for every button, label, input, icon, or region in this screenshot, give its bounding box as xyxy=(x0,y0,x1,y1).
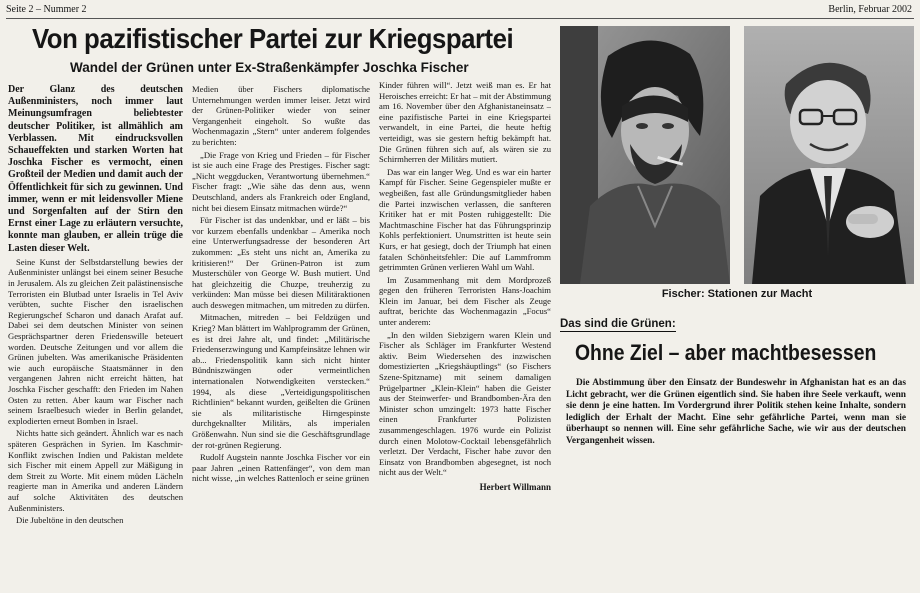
paragraph: Das war ein langer Weg. Und es war ein harter Kampf für Fischer. Seine Gegenspieler mußte er wegbeißen, fast alle Gründungsmitglieder haben die Partei inzwischen verlassen, die sanfteren Kritiker hat er mit Posten ruhiggestellt: Die Machtmaschine Fischer hat das Führungsprinzip Kohls perfektioniert. Unumstritten ist heute sein Kurs, er hat gesiegt, doch der Triumph hat einen fatalen Schönheitsfehler: Die auf Lammfromm getrimmten Grünen verlieren Wahl um Wahl. xyxy=(379,166,551,273)
photo-older-fischer-image xyxy=(744,26,914,284)
paragraph: Medien über Fischers diplomatische Unternehmungen werden immer leiser. Jetzt wird der Grünen-Politiker wieder von seiner Vergangenheit eingeholt. So wußte das Wochenmagazin „Stern“ unter anderem folgendes zu berichten: xyxy=(192,84,370,147)
article-headline: Von pazifistischer Partei zur Kriegspartei xyxy=(32,23,514,54)
paragraph: Nichts hatte sich geändert. Ähnlich war es nach späteren Gesprächen in Syrien. Im Kaschmir-Konflikt zwischen Indien und Pakistan meldete sich Fischer mit einem Appell zur Mäßigung in dem Streit zu Worte. Mit einem müden Lächeln reagierte man in Amerika und anderen Ländern auf solche Aktivitäten des deutschen Außenministers. xyxy=(8,428,183,513)
paragraph: Im Zusammenhang mit dem Mordprozeß gegen den früheren Terroristen Hans-Joachim Klein im Januar, bei dem Fischer als Zeuge auftrat, berichte das Wochenmagazin „Focus“ unter anderem: xyxy=(379,274,551,328)
paragraph: Rudolf Augstein nannte Joschka Fischer vor ein paar Jahren „einen Rattenfänger“, von dem man nicht wisse, „in welches Rattenloch er seine grünen xyxy=(192,452,370,484)
paragraph: Mitmachen, mitreden – bei Feldzügen und Krieg? Man blättert im Wahlprogramm der Grünen, es ist drei Jahre alt, und findet: „Militärische Friedenserzwingung und Kampfeinsätze lehnen wir ab... Friedenspolitik kann sich nicht hinter Bündniszwängen oder vermeintlichen internationalen Notwendigkeiten verstecken.“ 1994, als diese „Verteidigungspolitischen Richtlinien“ bekannt wurden, geißelten die Grünen sie als militaristische Hirngespinste durchgeknallter Militärs, als imperialen Größenwahn. Nun sind sie die Geschäftsgrundlage der rot-grünen Regierung. xyxy=(192,312,370,450)
sidebar-headline: Ohne Ziel – aber machtbesessen xyxy=(575,340,877,365)
paragraph: Die Jubeltöne in den deutschen xyxy=(16,515,124,526)
article-column-3 xyxy=(379,80,551,588)
sidebar-paragraph: Die Abstimmung über den Einsatz der Bundeswehr in Afghanistan hat es an das Licht gebracht, wer die Grünen eigentlich sind. Sie haben ihre Seele verkauft, wenn sie denn je eine hatten. Im Vordergrund ihrer Politik stehen keine Inhalte, sondern lediglich der Erhalt der Macht. Eine sehr gefährliche Partei, wenn man sie überhaupt so nennen will. Eine sehr gefährliche Sache, wie wir aus der deutschen Vergangenheit wissen. xyxy=(566,378,906,446)
sidebar-body xyxy=(566,378,906,448)
article-lead: Der Glanz des deutschen Außenministers, noch immer laut Meinungsumfragen beliebtester deutscher Politiker, ist allmählich am Verblassen. Mit eindrucksvollen Schaueffekten und starken Worten hat Joschka Fischer es vermocht, einen Großteil der Medien und damit auch der Öffentlichkeit für sich zu gewinnen. Und immer, wenn er mit leidensvoller Miene und Sorgenfalten auf der Stirn den Ernst einer Lage zu erläutern versuchte, konnte man glauben, er allein trüge die Lasten dieser Welt. xyxy=(8,84,183,254)
page-number: Seite 2 – Nummer 2 xyxy=(6,4,87,15)
photo-young-fischer xyxy=(560,26,730,284)
paragraph: Für Fischer ist das undenkbar, und er läßt – bis vor kurzem ebenfalls undenkbar – Amerika noch eine Unterwerfungsadresse der besonderen Art zukommen: „Es steht uns nicht an, Amerika zu kritisieren!“ Der Grünen-Patron ist zum Musterschüler von George W. Bush mutiert. Und hat gleichzeitig die Chuzpe, treuherzig zu verkünden: Man müsse bei diesen Militäraktionen auch deswegen mitmachen, um mitreden zu dürfen. xyxy=(192,215,370,310)
page-header xyxy=(6,4,914,19)
paragraph: „Die Frage von Krieg und Frieden – für Fischer ist sie auch eine Frage des Prestiges. Fischer sagt: „Nicht weggducken, Verantwortung übernehmen.“ Fischer fragt: „Wie sähe das denn aus, wenn Deutschland, anders als Frankreich oder England, nicht bei diesem Einsatz mitmachen würde?“ xyxy=(192,149,370,213)
article-subhead: Wandel der Grünen unter Ex-Straßenkämpfer Joschka Fischer xyxy=(70,60,469,75)
paragraph: Kinder führen will“. Jetzt weiß man es. Er hat Heroisches erreicht: Er hat – mit der Abstimmung am 16. November über den Afghanistaneinsatz – eine pazifistische Partei in eine Kriegspartei verwandelt, in eine Partei, die heute heftig verteidigt, was sie gestern heftig bekämpft hat. Die Grünen führen sich auf, als wären sie zu Schirmherren der Militärs mutiert. xyxy=(379,80,551,165)
photo-caption: Fischer: Stationen zur Macht xyxy=(661,288,813,300)
paragraph: Seine Kunst der Selbstdarstellung bewies der Außenminister unlängst bei einem seiner Besuche in Jerusalem. Als zu gleichen Zeit palästinensische Terroristen ein Blutbad unter Israelis in Tel Aviv verübten, suchte Fischer den israelischen Regierungschef Scharon und danach Arafat auf. Dabei sei dem deutschen Minister von seinen Gesprächspartner deren Friedenswille beteuert worden. Deutsche Zeitungen und vor allem die Grünen jubelten. Was amerikanische Präsidenten wie auch europäische Staatsmänner in den vergangenen Jahren nicht erreicht hätten, hat Joschka Fischer geschafft: den Frieden im Nahen Osten zu retten. Aber kaum war Fischer nach seinem Israelbesuch wieder in Berlin gelandet, explodierten erneut Bomben in Israel. xyxy=(8,256,183,426)
sidebar-kicker: Das sind die Grünen: xyxy=(560,318,676,330)
article-column-1 xyxy=(8,84,183,592)
article-column-2 xyxy=(192,84,370,592)
dateline: Berlin, Februar 2002 xyxy=(828,4,912,15)
paragraph: „In den wilden Siebzigern waren Klein und Fischer als Schläger im Frankfurter Westend aktiv. Beim Wiedersehen des inzwischen domestizierten „Kriegshäuptlings“ (so Fischers Szene-Spitzname) mit seinem damaligen Prügelpartner „Klein-Klein“ haben die Geister aus der Steinwerfer- und Brandbomben-Ära den Minister schon umzingelt: 1973 hatte Fischer einen Frankfurter Polizisten zusammengeschlagen. 1976 wurde ein Polizist durch einen Molotow-Cocktail lebensgefährlich verletzt. Der Verdacht, Fischer habe zuvor den Einsatz von Brandbomben abgesegnet, ist noch nicht aus der Welt.“ xyxy=(379,329,551,478)
article-author: Herbert Willmann xyxy=(479,481,551,492)
photo-young-fischer-image xyxy=(560,26,730,284)
photo-older-fischer xyxy=(744,26,914,284)
